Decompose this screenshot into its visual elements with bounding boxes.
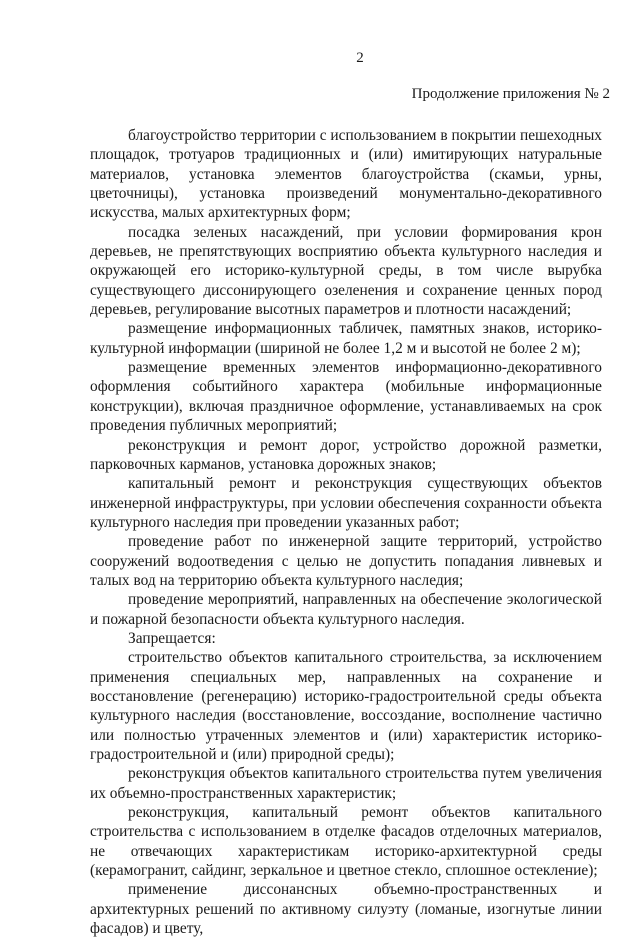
- paragraph: размещение временных элементов информационно-декоративного оформления событийного характера (мобильные информационные конструкции), включая праздничное оформление, устанавливаемых на срок проведения публичных мероприятий;: [90, 359, 602, 435]
- page-number: 2: [356, 50, 364, 66]
- section-heading-prohibited: Запрещается:: [128, 629, 216, 647]
- paragraph: реконструкция и ремонт дорог, устройство дорожной разметки, парковочных карманов, установка дорожных знаков;: [90, 436, 602, 473]
- paragraph: реконструкция, капитальный ремонт объектов капитального строительства с использованием в отделке фасадов отделочных материалов, не отвечающих характеристикам историко-архитектурной среды (керамогранит, сайдинг, зеркальное и цветное стекло, сплошное остекление);: [90, 804, 602, 880]
- paragraph: размещение информационных табличек, памятных знаков, историко-культурной информации (шириной не более 1,2 м и высотой не более 2 м);: [90, 320, 602, 357]
- paragraph: проведение работ по инженерной защите территорий, устройство сооружений водоотведения с целью не допустить попадания ливневых и талых вод на территорию объекта культурного наследия;: [90, 533, 602, 589]
- document-body: [90, 126, 602, 938]
- paragraph: проведение мероприятий, направленных на обеспечение экологической и пожарной безопасности объекта культурного наследия.: [90, 591, 602, 628]
- paragraph: применение диссонансных объемно-пространственных и архитектурных решений по активному силуэту (ломаные, изогнутые линии фасадов) и цвету,: [90, 881, 602, 938]
- paragraph: реконструкция объектов капитального строительства путем увеличения их объемно-пространственных характеристик;: [90, 765, 602, 802]
- paragraph: капитальный ремонт и реконструкция существующих объектов инженерной инфраструктуры, при условии обеспечения сохранности объекта культурного наследия при проведении указанных работ;: [90, 475, 602, 531]
- paragraph: строительство объектов капитального строительства, за исключением применения специальных мер, направленных на сохранение и восстановление (регенерацию) историко-градостроительной среды объекта культурного наследия (восстановление, воссоздание, восполнение частично или полностью утраченных элементов и (или) характеристик историко-градостроительной и (или) природной среды);: [90, 649, 602, 763]
- paragraph: благоустройство территории с использованием в покрытии пешеходных площадок, тротуаров традиционных и (или) имитирующих натуральные материалов, установка элементов благоустройства (скамьи, урны, цветочницы), установка произведений монументально-декоративного искусства, малых архитектурных форм;: [90, 127, 603, 222]
- appendix-continuation-note: Продолжение приложения № 2: [411, 86, 610, 102]
- paragraph: посадка зеленых насаждений, при условии формирования крон деревьев, не препятствующих восприятию объекта культурного наследия и окружающей его историко-культурной среды, в том числе вырубка существующего диссонирующего озеленения и сохранение ценных пород деревьев, регулирование высотных параметров и плотности насаждений;: [90, 223, 602, 319]
